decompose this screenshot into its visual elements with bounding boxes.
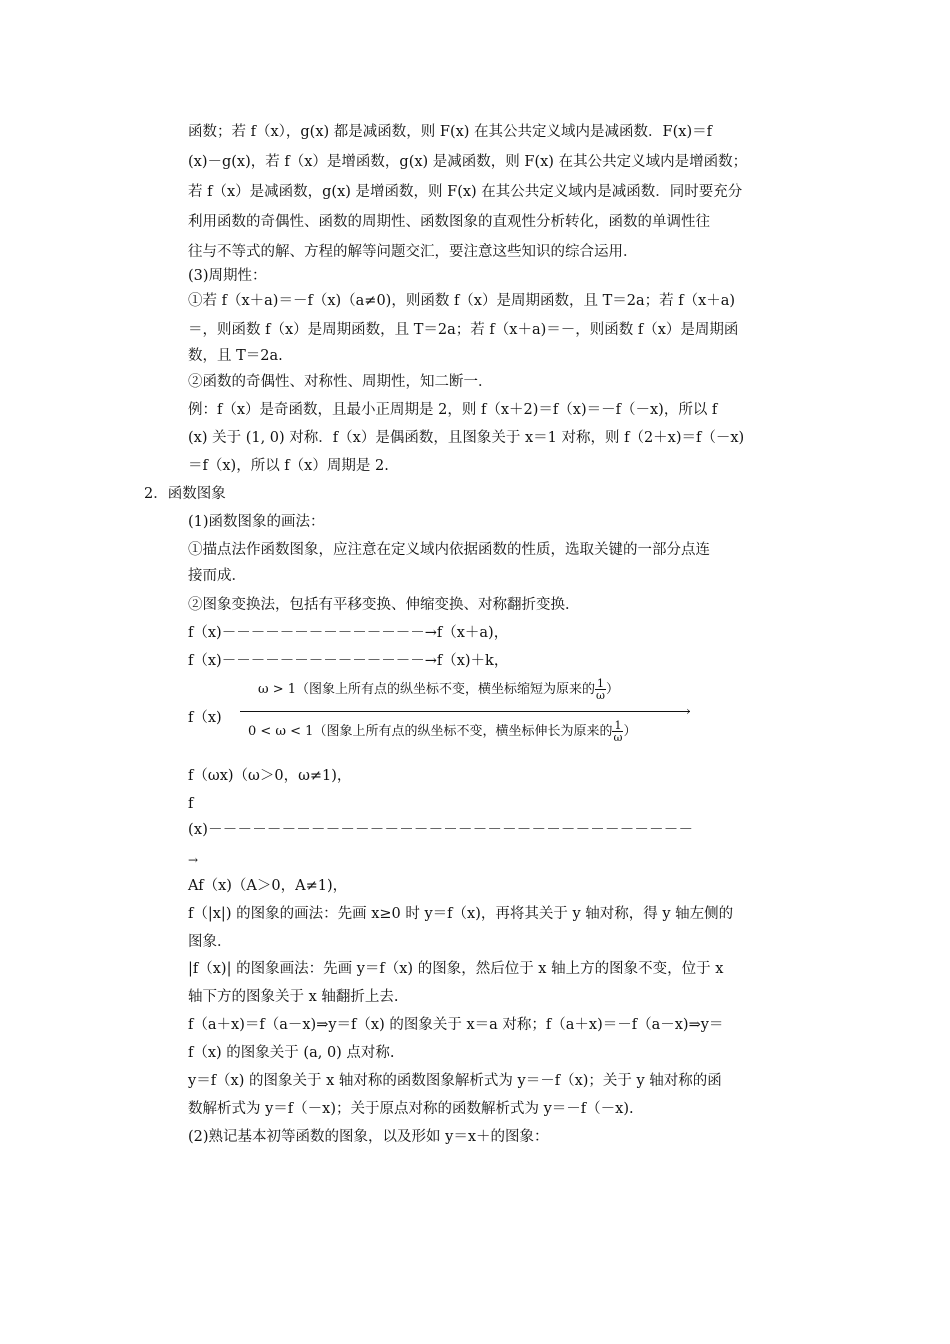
arrowhead-icon: → <box>188 853 199 867</box>
arrow-upper-close: ） <box>606 682 620 697</box>
text-line: 往与不等式的解、方程的解等问题交汇，要注意这些知识的综合运用． <box>188 244 638 260</box>
text-line: f（a＋x)＝f（a－x)⇒y＝f（x) 的图象关于 x＝a 对称；f（a＋x)＝－f（a－x)⇒y＝ <box>188 1017 724 1033</box>
text-line: 函数；若 f（x），g(x) 都是减函数，则 F(x) 在其公共定义域内是减函数．F(x)＝f <box>188 124 712 140</box>
subsection-heading: (2)熟记基本初等函数的图象，以及形如 y＝x＋的图象： <box>188 1129 549 1145</box>
section-heading: 2．函数图象 <box>144 486 226 502</box>
transform-source: f <box>188 796 194 812</box>
text-line: 图象． <box>188 934 232 950</box>
text-line: ②图象变换法，包括有平移变换、伸缩变换、对称翻折变换． <box>188 597 580 613</box>
arrow-lower-close: ） <box>623 724 637 739</box>
text-line: 接而成． <box>188 568 246 584</box>
transform-arrow-line <box>240 711 690 712</box>
text-line: ②函数的奇偶性、对称性、周期性，知二断一． <box>188 374 493 390</box>
text-line: ＝f（x)，所以 f（x）周期是 2. <box>188 458 389 474</box>
text-line: y＝f（x) 的图象关于 x 轴对称的函数图象解析式为 y＝－f（x)；关于 y 轴对称的函 <box>188 1073 722 1089</box>
fraction <box>612 720 623 743</box>
arrow-lower-label <box>248 720 636 743</box>
text-line: 轴下方的图象关于 x 轴翻折上去. <box>188 989 399 1005</box>
text-line: f（|x|) 的图象的画法：先画 x≥0 时 y＝f（x)，再将其关于 y 轴对称，得 y 轴左侧的 <box>188 906 734 922</box>
text-line: 例：f（x）是奇函数，且最小正周期是 2，则 f（x＋2)＝f（x)＝－f（－x)，所以 f <box>188 402 718 418</box>
transform-result: Af（x)（A＞0，A≠1)， <box>188 878 348 894</box>
arrow-upper-label <box>258 678 619 701</box>
text-line: 数，且 T＝2a. <box>188 348 283 364</box>
text-line: |f（x)| 的图象画法：先画 y＝f（x) 的图象，然后位于 x 轴上方的图象不变，位于 x <box>188 961 724 977</box>
fraction <box>595 678 606 701</box>
transform-source: f（x) <box>188 710 222 726</box>
fraction-denominator: ω <box>613 731 623 744</box>
arrowhead-icon: › <box>686 704 691 718</box>
text-line: 若 f（x）是减函数，g(x) 是增函数，则 F(x) 在其公共定义域内是减函数．同时要充分 <box>188 184 743 200</box>
text-line: ①若 f（x＋a)＝－f（x)（a≠0)，则函数 f（x）是周期函数，且 T＝2a；若 f（x＋a) <box>188 293 736 309</box>
text-line: (x)－g(x)，若 f（x）是增函数，g(x) 是减函数，则 F(x) 在其公共定义域内是增函数； <box>188 154 748 170</box>
text-line: 利用函数的奇偶性、函数的周期性、函数图象的直观性分析转化，函数的单调性往 <box>188 214 710 230</box>
fraction-numerator: 1 <box>614 719 622 732</box>
transform-line: f（x)－－－－－－－－－－－－－－→f（x＋a)， <box>188 625 509 641</box>
transform-dash-line: (x)－－－－－－－－－－－－－－－－－－－－－－－－－－－－－－－－－ <box>188 822 694 838</box>
text-line: 数解析式为 y＝f（－x)；关于原点对称的函数解析式为 y＝－f（－x). <box>188 1101 634 1117</box>
transform-line: f（x)－－－－－－－－－－－－－－→f（x)＋k， <box>188 653 509 669</box>
text-line: (x) 关于 (1, 0) 对称．f（x）是偶函数，且图象关于 x＝1 对称，则 f（2＋x)＝f（－x) <box>188 430 745 446</box>
subsection-heading: (1)函数图象的画法： <box>188 514 325 530</box>
arrow-lower-text: 0 < ω < 1（图象上所有点的纵坐标不变，横坐标伸长为原来的 <box>248 724 613 739</box>
text-line: ①描点法作函数图象，应注意在定义域内依据函数的性质，选取关键的一部分点连 <box>188 542 710 558</box>
text-line: ＝，则函数 f（x）是周期函数，且 T＝2a；若 f（x＋a)＝－，则函数 f（x）是周期函 <box>188 322 739 338</box>
subsection-heading: (3)周期性： <box>188 268 267 284</box>
fraction-numerator: 1 <box>597 677 605 690</box>
text-line: f（x) 的图象关于 (a, 0) 点对称. <box>188 1045 395 1061</box>
transform-result: f（ωx)（ω＞0，ω≠1)， <box>188 768 352 784</box>
fraction-denominator: ω <box>596 689 606 702</box>
arrow-upper-text: ω > 1（图象上所有点的纵坐标不变，横坐标缩短为原来的 <box>258 682 596 697</box>
